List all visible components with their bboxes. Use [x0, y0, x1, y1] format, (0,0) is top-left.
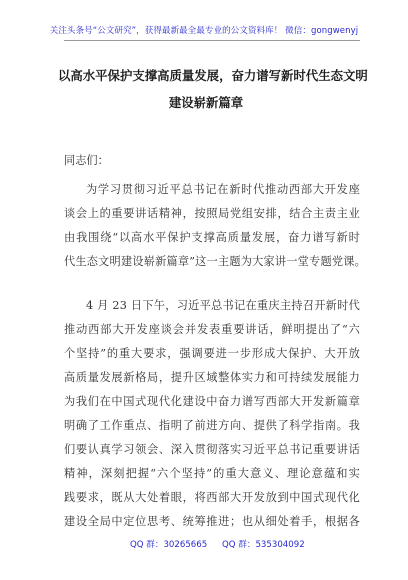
body-line: 高质量发展新格局，提升区域整体实力和可持续发展能力 [64, 371, 360, 384]
document-title-line-1: 以高水平保护支撑高质量发展，奋力谱写新时代生态文明 [58, 68, 368, 83]
body-line: 4 月 23 日下午，习近平总书记在重庆主持召开新时代 [86, 299, 360, 312]
body-line: 建设全局中定位思考、统筹推进；也从细处着手，根据各 [64, 515, 360, 528]
document-title-line-2: 建设崭新篇章 [168, 95, 244, 110]
body-line: 谈会上的重要讲话精神，按照局党组安排，结合主责主业 [64, 207, 360, 220]
body-line: 推动西部大开发座谈会并发表重要讲话，鲜明提出了“六 [64, 323, 360, 336]
body-line: 践要求，既从大处着眼，将西部大开发放到中国式现代化 [64, 491, 360, 504]
body-line: 精神，深刻把握“六个坚持”的重大意义、理论意蕴和实 [64, 467, 360, 480]
body-line: 明确了工作重点、指明了前进方向、提供了科学指南。我 [64, 419, 360, 432]
body-line: 代生态文明建设崭新篇章”这一主题为大家讲一堂专题党课。 [64, 255, 366, 268]
footer-qq-group-2: QQ 群：535304092 [222, 540, 305, 550]
body-line: 个坚持”的重大要求，强调要进一步形成大保护、大开放 [64, 347, 360, 360]
header-note: 关注头条号“公文研究”，获得最新最全最专业的公文资料库！ 微信：gongwenyj [49, 26, 359, 36]
header-divider [64, 40, 360, 41]
footer-qq-group-1: QQ 群：30265665 [130, 540, 208, 550]
body-line: 们要认真学习领会、深入贯彻落实习近平总书记重要讲话 [64, 443, 360, 456]
body-line: 为学习贯彻习近平总书记在新时代推动西部大开发座 [86, 183, 360, 196]
salutation: 同志们： [64, 154, 109, 167]
body-line: 为我们在中国式现代化建设中奋力谱写西部大开发新篇章 [64, 395, 360, 408]
body-line: 由我围绕“以高水平保护支撑高质量发展，奋力谱写新时 [64, 231, 360, 244]
